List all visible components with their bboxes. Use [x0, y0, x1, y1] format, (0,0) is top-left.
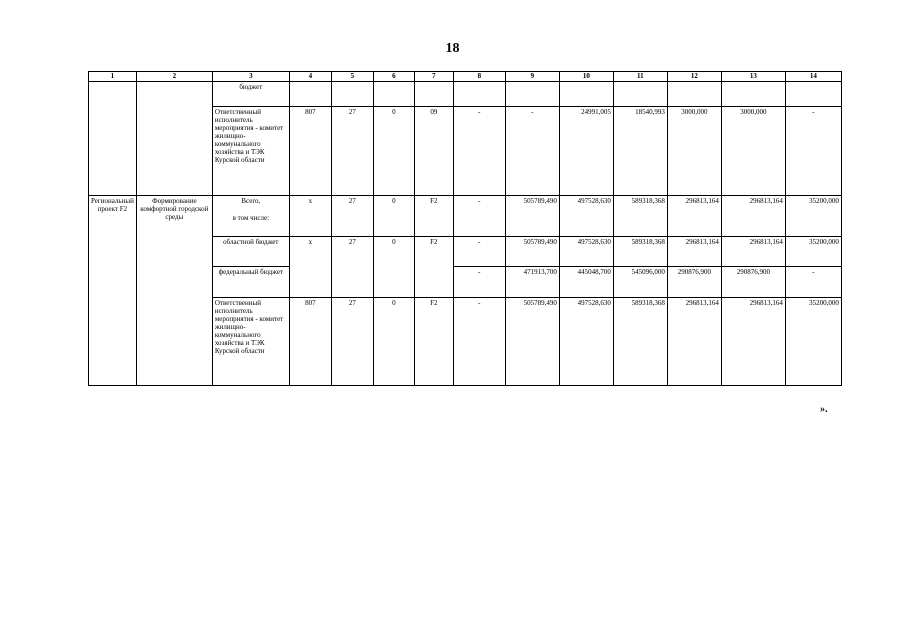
table-cell: областной бюджет [212, 237, 289, 267]
table-cell [373, 82, 414, 107]
table-cell: 589318,368 [613, 196, 667, 237]
table-cell [721, 82, 785, 107]
table-cell: 35200,000 [785, 298, 841, 386]
table-cell: 3000,000 [667, 107, 721, 196]
table-cell: 296813,164 [721, 298, 785, 386]
table-cell: F2 [414, 237, 453, 298]
table-cell [667, 82, 721, 107]
table-cell: - [785, 267, 841, 298]
table-cell [559, 82, 613, 107]
header-cell: 1 [89, 72, 137, 82]
closing-quote-mark: ». [820, 404, 828, 415]
header-cell: 6 [373, 72, 414, 82]
table-cell: F2 [414, 196, 453, 237]
page-number: 18 [445, 41, 460, 56]
header-cell: 7 [414, 72, 453, 82]
header-cell: 8 [453, 72, 505, 82]
table-cell: бюджет [212, 82, 289, 107]
table-cell [505, 82, 559, 107]
table-cell: 3000,000 [721, 107, 785, 196]
table-cell: 589318,368 [613, 298, 667, 386]
table-cell: - [453, 107, 505, 196]
table-cell: 296813,164 [667, 196, 721, 237]
table-cell: 505789,490 [505, 237, 559, 267]
table-cell: 24991,005 [559, 107, 613, 196]
table-cell: 807 [289, 298, 331, 386]
table-cell: 505789,490 [505, 196, 559, 237]
table-cell: - [505, 107, 559, 196]
table-cell [613, 82, 667, 107]
cell-line: Всего, [241, 197, 261, 205]
table-cell [136, 82, 212, 196]
table-cell [212, 196, 289, 237]
header-cell: 2 [136, 72, 212, 82]
table-cell: 545096,000 [613, 267, 667, 298]
header-row [89, 72, 842, 82]
header-cell: 11 [613, 72, 667, 82]
table-cell: Формирование комфортной городской среды [136, 196, 212, 386]
table-cell: Ответственный исполнитель мероприятия - комитет жилищно-коммунального хозяйства и ТЭК Курской области [212, 298, 289, 386]
table-cell: - [785, 107, 841, 196]
table-cell: - [453, 237, 505, 267]
header-cell: 3 [212, 72, 289, 82]
table-cell [331, 82, 373, 107]
table-cell: 27 [331, 237, 373, 298]
table-cell: Ответственный исполнитель мероприятия - комитет жилищно-коммунального хозяйства и ТЭК Курской области [212, 107, 289, 196]
table-cell: 497528,630 [559, 298, 613, 386]
table-cell: - [453, 267, 505, 298]
table-cell: 471913,700 [505, 267, 559, 298]
table-row [89, 82, 842, 107]
table-cell [289, 82, 331, 107]
table-cell: 296813,164 [721, 196, 785, 237]
table-cell: федеральный бюджет [212, 267, 289, 298]
header-cell: 9 [505, 72, 559, 82]
table-cell: 09 [414, 107, 453, 196]
table-row [89, 196, 842, 237]
table-cell: х [289, 196, 331, 237]
table-cell: - [453, 298, 505, 386]
header-cell: 14 [785, 72, 841, 82]
table-cell: 505789,490 [505, 298, 559, 386]
table-cell: 0 [373, 298, 414, 386]
header-cell: 5 [331, 72, 373, 82]
table-cell: 296813,164 [667, 237, 721, 267]
table-cell: 589318,368 [613, 237, 667, 267]
table-cell [414, 82, 453, 107]
table-cell: 27 [331, 107, 373, 196]
budget-table [88, 71, 842, 386]
header-cell: 10 [559, 72, 613, 82]
table-cell: 35200,000 [785, 237, 841, 267]
table-cell: 0 [373, 237, 414, 298]
table-cell: 0 [373, 107, 414, 196]
table-cell [785, 82, 841, 107]
cell-line: в том числе: [232, 214, 270, 222]
table-cell: 445048,700 [559, 267, 613, 298]
header-cell: 13 [721, 72, 785, 82]
table-cell: 27 [331, 196, 373, 237]
table-cell: F2 [414, 298, 453, 386]
table-cell: 290876,900 [721, 267, 785, 298]
table-cell: 18540,993 [613, 107, 667, 196]
table-cell: 296813,164 [721, 237, 785, 267]
table-cell: 27 [331, 298, 373, 386]
table-cell: 807 [289, 107, 331, 196]
table-cell: 296813,164 [667, 298, 721, 386]
table-cell: 290876,900 [667, 267, 721, 298]
table-cell: - [453, 196, 505, 237]
header-cell: 12 [667, 72, 721, 82]
table-cell: 497528,630 [559, 237, 613, 267]
table-cell: Региональный проект F2 [89, 196, 137, 386]
table-cell: 0 [373, 196, 414, 237]
table-cell: 497528,630 [559, 196, 613, 237]
table-cell: 35200,000 [785, 196, 841, 237]
header-cell: 4 [289, 72, 331, 82]
table-cell: х [289, 237, 331, 298]
table-cell [453, 82, 505, 107]
table-cell [89, 82, 137, 196]
